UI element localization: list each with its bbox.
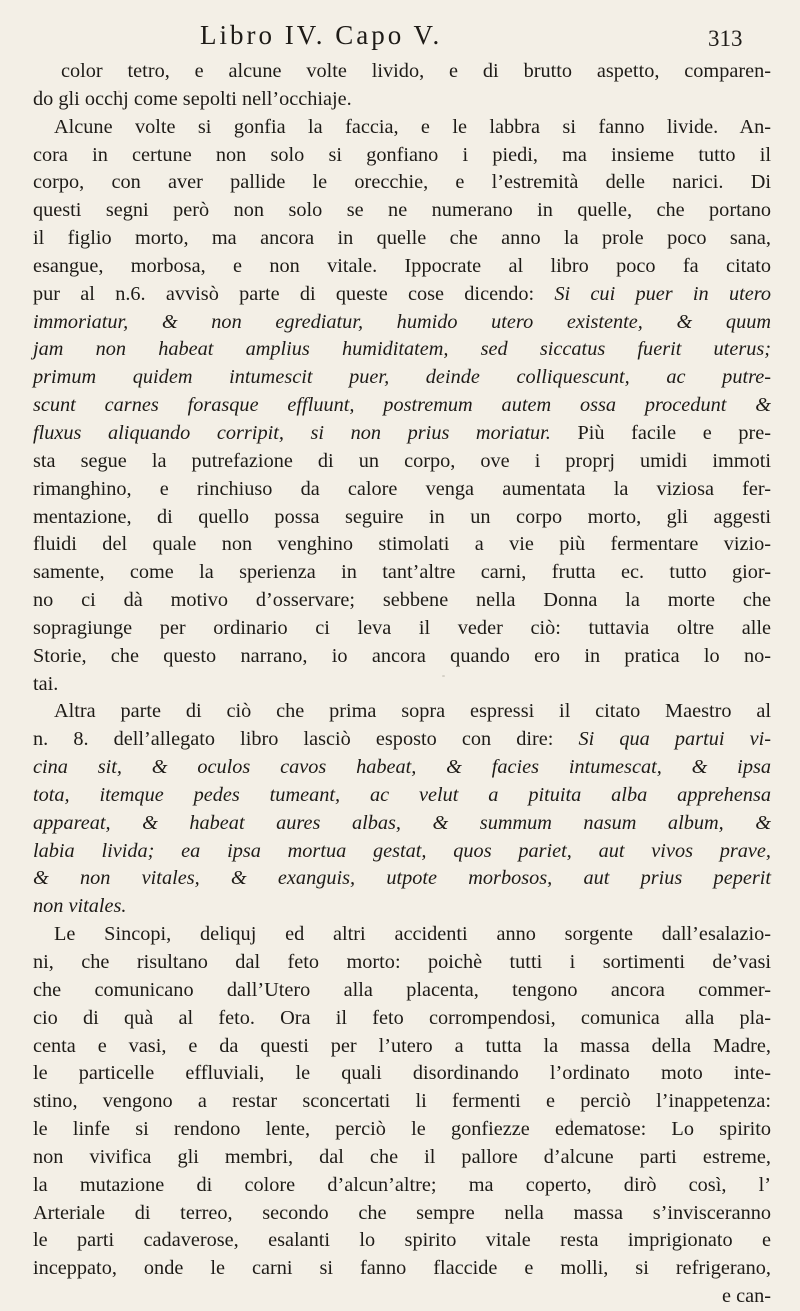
latin-quote-segment: primum quidem intumescit puer, deinde colliquescunt, ac putre-: [33, 366, 771, 389]
text-segment: n. 8. dell’allegato libro lasciò esposto con dire:: [33, 728, 579, 751]
text-segment: il figlio morto, ma ancora in quelle che anno la prole poco sana,: [33, 227, 771, 250]
text-line: [33, 1144, 771, 1172]
text-line: [33, 1088, 771, 1116]
text-line: [33, 977, 771, 1005]
text-line: [33, 531, 771, 559]
paper-speck: [246, 630, 248, 632]
text-line: [33, 504, 771, 532]
text-line: [33, 1200, 771, 1228]
text-segment: inceppato, onde le carni si fanno flaccide e molli, si refrigerano,: [33, 1257, 771, 1280]
paper-speck: [570, 1118, 572, 1121]
text-line: [33, 420, 771, 448]
text-segment: questi segni però non solo se ne numerano in quelle, che portano: [33, 199, 771, 222]
latin-quote-segment: jam non habeat amplius humiditatem, sed siccatus fuerit uterus;: [33, 338, 771, 361]
text-segment: Arteriale di terreo, secondo che sempre nella massa s’invisceranno: [33, 1201, 771, 1224]
text-segment: sta segue la putrefazione di un corpo, ove i proprj umidi immoti: [33, 449, 771, 472]
text-segment: samente, come la sperienza in tant’altre carni, frutta ec. tutto gior-: [33, 561, 771, 584]
text-line: [33, 726, 771, 754]
latin-quote-segment: & non vitales, & exanguis, utpote morbosos, aut prius peperit: [33, 867, 771, 890]
latin-quote-segment: appareat, & habeat aures albas, & summum nasum album, &: [33, 811, 771, 834]
text-segment: centa e vasi, e da questi per l’utero a tutta la massa della Madre,: [33, 1034, 771, 1057]
text-segment: Storie, che questo narrano, io ancora quando ero in pratica lo no-: [33, 644, 771, 667]
text-line: [33, 865, 771, 893]
text-line: [33, 1255, 771, 1283]
paper-speck: [760, 1130, 764, 1133]
text-line: [33, 448, 771, 476]
latin-quote-segment: Si qua partui vi-: [578, 728, 771, 751]
text-line: [33, 1060, 771, 1088]
text-line: [33, 281, 771, 309]
text-line: [33, 114, 771, 142]
text-line: [33, 309, 771, 337]
text-line: [33, 1005, 771, 1033]
page-header: [0, 14, 800, 54]
paper-speck: [442, 675, 445, 677]
text-segment: fluidi del quale non venghino stimolati a vie più fermentare vizio-: [33, 533, 771, 556]
latin-quote-segment: Si cui puer in utero: [554, 282, 771, 305]
text-segment: cio di quà al feto. Ora il feto corrompendosi, comunica alla pla-: [33, 1006, 771, 1029]
text-segment: Alcune volte si gonfia la faccia, e le labbra si fanno livide. An-: [54, 115, 771, 138]
text-segment: Le Sincopi, deliquj ed altri accidenti anno sorgente dall’esalazio-: [54, 923, 771, 946]
running-title: Libro IV. Capo V.: [200, 20, 443, 50]
text-line: [33, 643, 771, 671]
text-line: [33, 1116, 771, 1144]
text-line: [33, 225, 771, 253]
text-line: [33, 197, 771, 225]
text-line: [33, 1172, 771, 1200]
text-line: [33, 782, 771, 810]
text-line: [33, 169, 771, 197]
latin-quote-segment: immoriatur, & non egrediatur, humido utero existente, & quum: [33, 310, 771, 333]
text-segment: do gli occhj come sepolti nell’occhiaje.: [33, 87, 352, 110]
text-line: [33, 838, 771, 866]
text-line: [33, 810, 771, 838]
text-segment: la mutazione di colore d’alcun’altre; ma coperto, dirò così, l’: [33, 1173, 771, 1196]
latin-quote-segment: cina sit, & oculos cavos habeat, & facies intumescat, & ipsa: [33, 756, 771, 779]
text-line: [33, 893, 771, 921]
text-segment: color tetro, e alcune volte livido, e di brutto aspetto, comparen-: [61, 60, 771, 82]
text-line: [33, 615, 771, 643]
text-line: [33, 253, 771, 281]
text-line: [33, 364, 771, 392]
text-line: [33, 698, 771, 726]
text-segment: tai.: [33, 672, 59, 695]
page-number: 313: [708, 26, 743, 51]
text-line: [33, 392, 771, 420]
latin-quote-segment: labia livida; ea ipsa mortua gestat, quos pariet, aut vivos prave,: [33, 839, 771, 862]
latin-quote-segment: tota, itemque pedes tumeant, ac velut a pituita alba apprehensa: [33, 783, 771, 806]
text-segment: Altra parte di ciò che prima sopra espressi il citato Maestro al: [54, 700, 771, 723]
text-line: [33, 1033, 771, 1061]
text-segment: le parti cadaverose, esalanti lo spirito vitale resta imprigionato e: [33, 1229, 771, 1252]
text-segment: non vivifica gli membri, dal che il pallore d’alcune parti estreme,: [33, 1145, 771, 1168]
latin-quote-segment: fluxus aliquando corripit, si non prius moriatur.: [33, 421, 551, 444]
text-segment: esangue, morbosa, e non vitale. Ippocrate al libro poco fa citato: [33, 254, 771, 277]
text-line: [33, 1283, 771, 1311]
text-segment: e can-: [722, 1285, 771, 1308]
text-segment: Più facile e pre-: [550, 421, 771, 444]
text-segment: stino, vengono a restar sconcertati li fermenti e perciò l’inappetenza:: [33, 1090, 771, 1113]
text-line: [33, 754, 771, 782]
text-segment: rimanghino, e rinchiuso da calore venga aumentata la viziosa fer-: [33, 477, 771, 500]
text-line: [33, 921, 771, 949]
text-segment: ni, che risultano dal feto morto: poichè tutti i sortimenti de’vasi: [33, 951, 771, 973]
text-line: [33, 1227, 771, 1255]
text-segment: le particelle effluviali, le quali disordinando l’ordinato moto inte-: [33, 1062, 771, 1085]
text-segment: corpo, con aver pallide le orecchie, e l’estremità delle narici. Di: [33, 171, 771, 194]
text-segment: sopragiunge per ordinario ci leva il veder ciò: tuttavia oltre alle: [33, 616, 771, 639]
text-segment: cora in certune non solo si gonfiano i piedi, ma insieme tutto il: [33, 143, 771, 166]
text-line: [33, 336, 771, 364]
text-segment: le linfe si rendono lente, perciò le gonfiezze edematose: Lo spirito: [33, 1118, 771, 1141]
paper-speck: [118, 90, 121, 93]
text-line: [33, 559, 771, 587]
text-line: [33, 476, 771, 504]
latin-quote-segment: scunt carnes forasque effluunt, postremum autem ossa procedunt &: [33, 394, 771, 417]
text-line: [33, 949, 771, 977]
text-segment: pur al n.6. avvisò parte di queste cose dicendo:: [33, 282, 555, 305]
text-segment: no ci dà motivo d’osservare; sebbene nella Donna la morte che: [33, 589, 771, 612]
latin-quote-segment: non vitales.: [33, 895, 127, 918]
body-text: [33, 58, 771, 1311]
text-line: [33, 671, 771, 699]
text-line: [33, 86, 771, 114]
text-line: [33, 142, 771, 170]
text-line: [33, 587, 771, 615]
text-segment: che comunicano dall’Utero alla placenta, tengono ancora commer-: [33, 978, 771, 1001]
text-segment: mentazione, di quello possa seguire in un corpo morto, gli aggesti: [33, 505, 771, 528]
text-line: [33, 58, 771, 86]
